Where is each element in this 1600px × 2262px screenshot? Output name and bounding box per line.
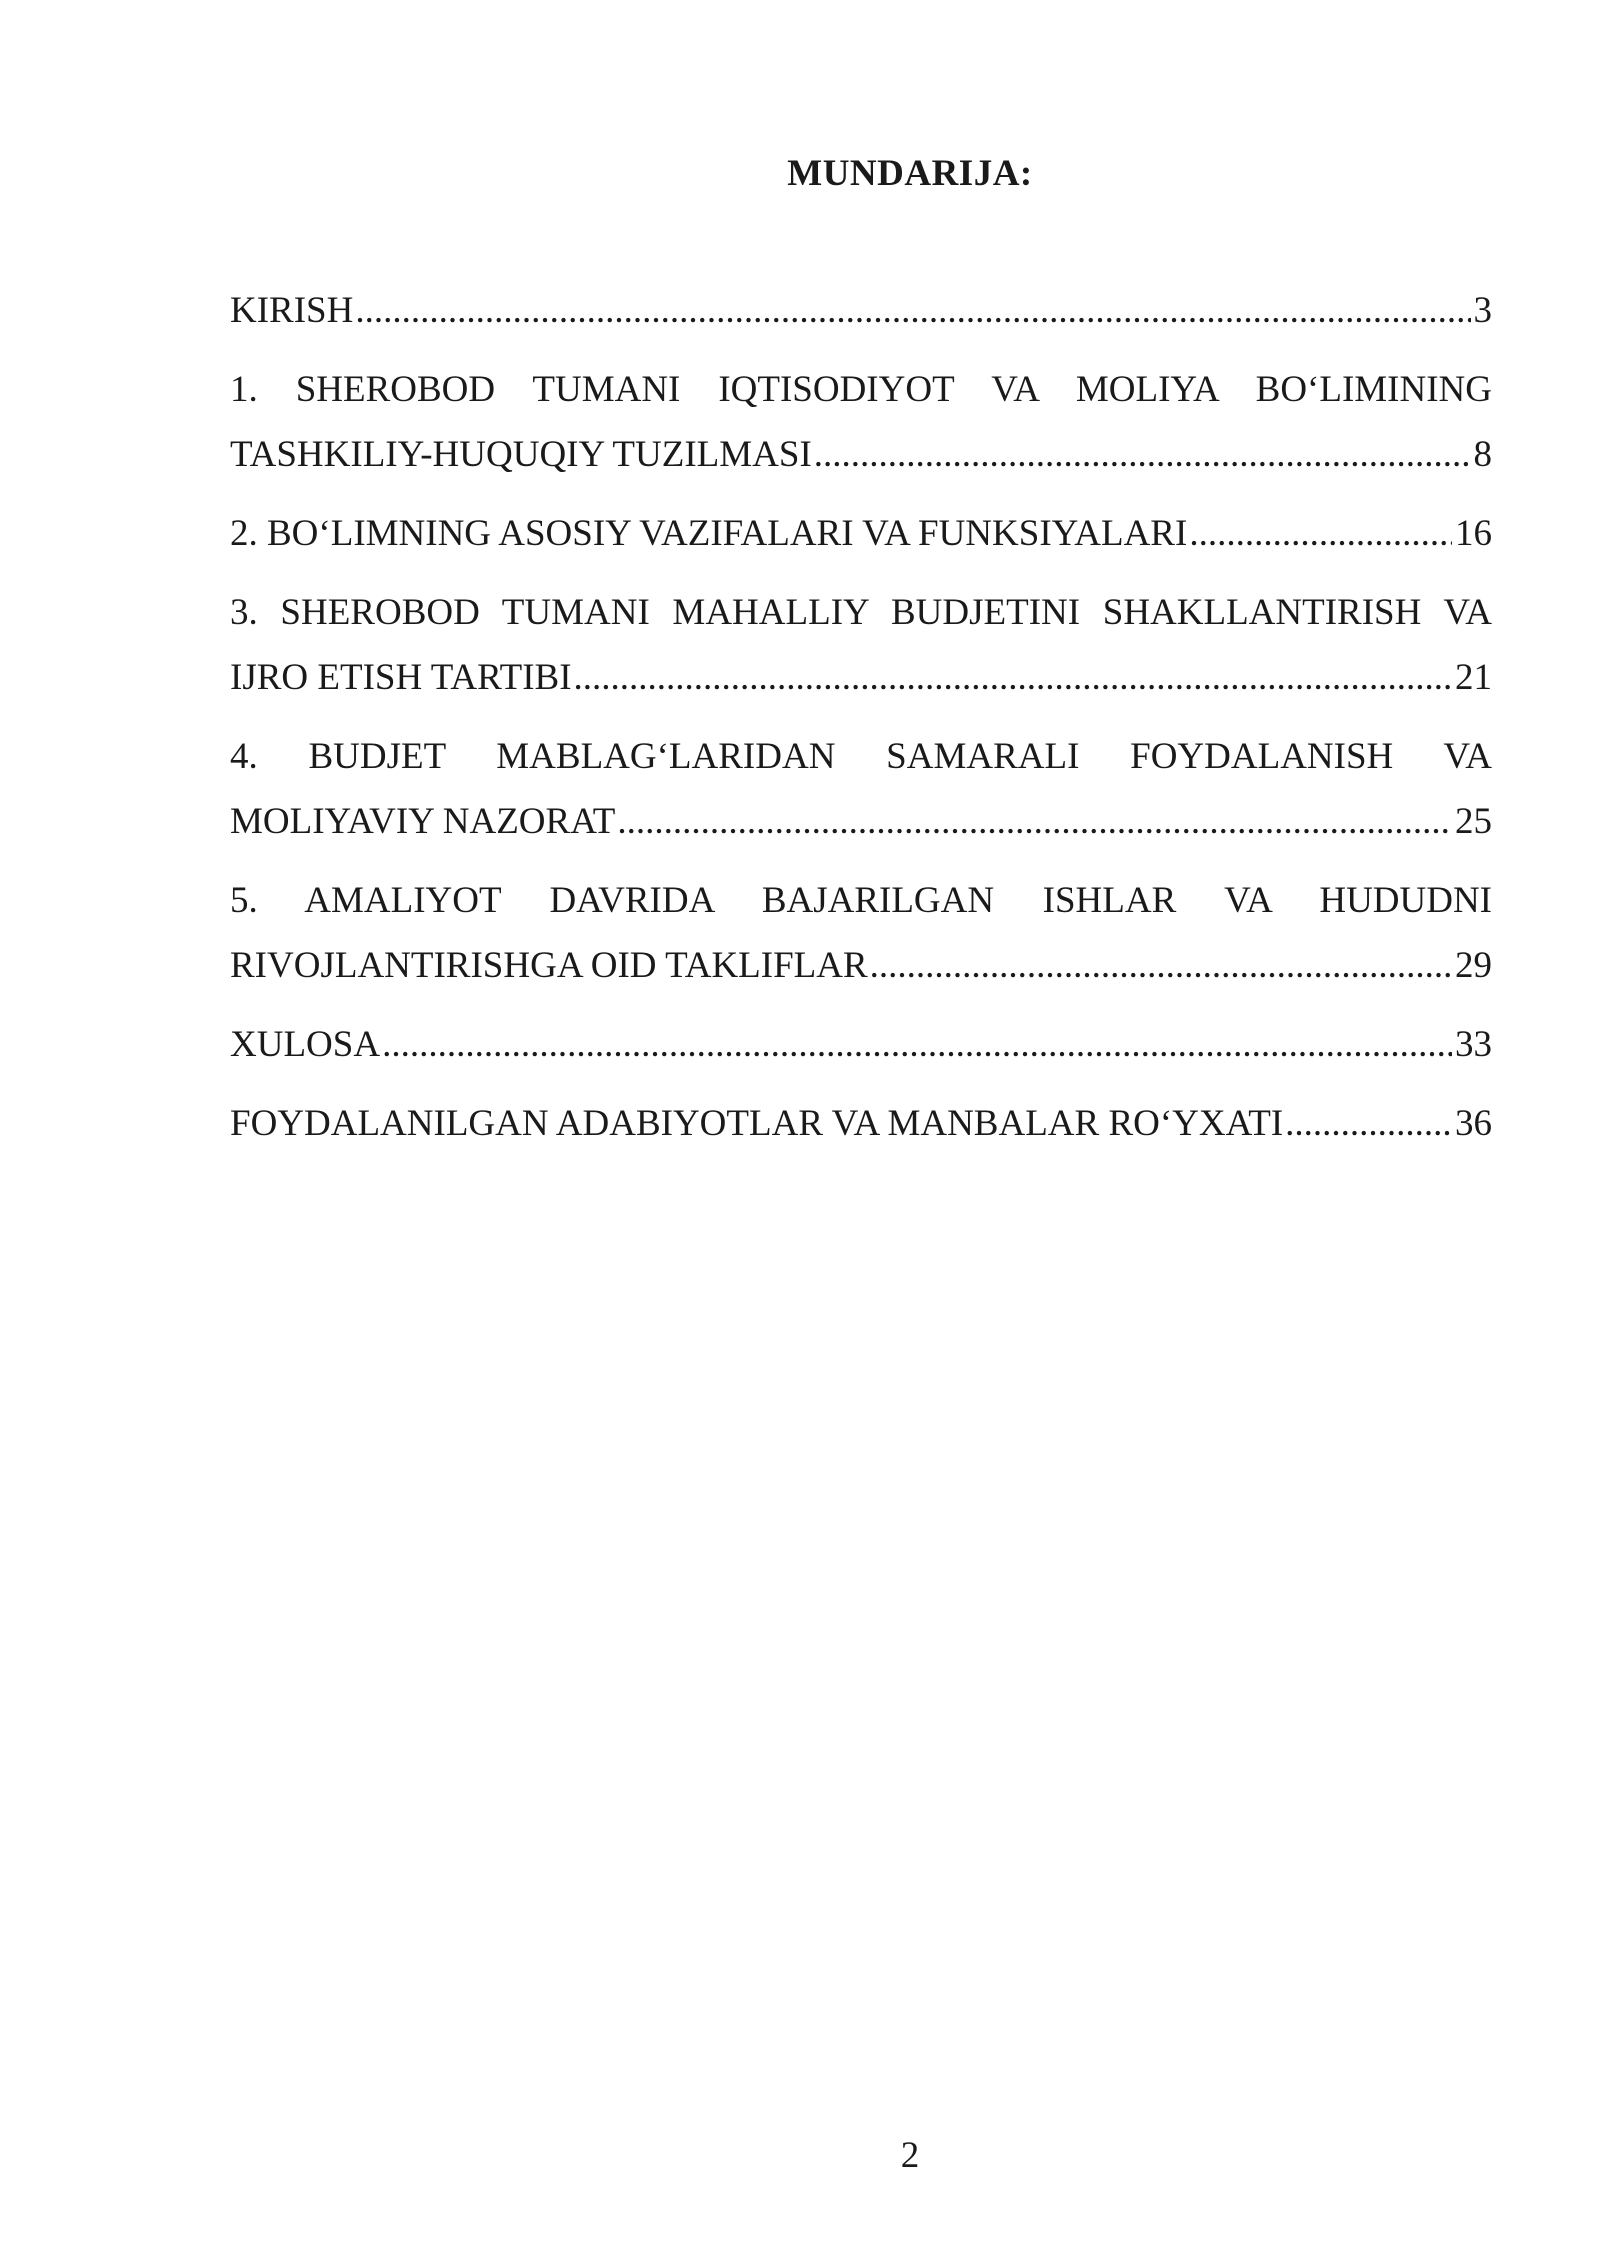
toc-entry-text: RIVOJLANTIRISHGA OID TAKLIFLAR [230,945,868,986]
toc-entry-text: IJRO ETISH TARTIBI [230,657,572,698]
dot-leader [814,422,1471,487]
toc-entry-page: 25 [1455,801,1492,842]
toc-entry-text-line1: 5. AMALIYOT DAVRIDA BAJARILGAN ISHLAR VA HUDUDNI [230,880,1492,921]
page-number: 2 [900,2135,920,2176]
toc-entry-page: 36 [1455,1103,1492,1144]
toc-entry-text: 2. BO‘LIMNING ASOSIY VAZIFALARI VA FUNKSIYALARI [230,513,1188,554]
dot-leader [574,645,1452,710]
toc-entry-text: KIRISH [230,290,354,331]
toc-entry-text-line1: 4. BUDJET MABLAG‘LARIDAN SAMARALI FOYDALANISH VA [230,736,1492,777]
toc-entry-page: 8 [1473,434,1492,475]
dot-leader [617,789,1452,854]
dot-leader [1189,501,1452,566]
dot-leader [355,278,1470,343]
toc-entry-text: FOYDALANILGAN ADABIYOTLAR VA MANBALAR RO‘YXATI [230,1103,1284,1144]
dot-leader [870,933,1452,998]
toc-entry-chapter-3[interactable] [230,580,1492,710]
dot-leader [1285,1091,1452,1156]
toc-entry-page: 33 [1455,1024,1492,1065]
toc-entry-text: XULOSA [230,1024,381,1065]
toc-entry-page: 21 [1455,657,1492,698]
toc-entry-page: 16 [1455,513,1492,554]
toc-entry-page: 3 [1473,290,1492,331]
dot-leader [382,1012,1452,1077]
toc-entry-page: 29 [1455,945,1492,986]
toc-entry-text-line1: 1. SHEROBOD TUMANI IQTISODIYOT VA MOLIYA BO‘LIMINING [230,369,1492,410]
toc-entry-introduction[interactable] [230,278,1492,343]
toc-entry-references[interactable] [230,1091,1492,1156]
toc-entry-text: MOLIYAVIY NAZORAT [230,801,616,842]
toc-entry-text-line1: 3. SHEROBOD TUMANI MAHALLIY BUDJETINI SHAKLLANTIRISH VA [230,592,1492,633]
page-title: MUNDARIJA: [787,153,1033,194]
toc-entry-text: TASHKILIY-HUQUQIY TUZILMASI [230,434,812,475]
table-of-contents [230,278,1492,1170]
toc-entry-conclusion[interactable] [230,1012,1492,1077]
toc-entry-chapter-4[interactable] [230,724,1492,854]
toc-entry-chapter-5[interactable] [230,868,1492,998]
toc-entry-chapter-1[interactable] [230,357,1492,487]
toc-entry-chapter-2[interactable] [230,501,1492,566]
